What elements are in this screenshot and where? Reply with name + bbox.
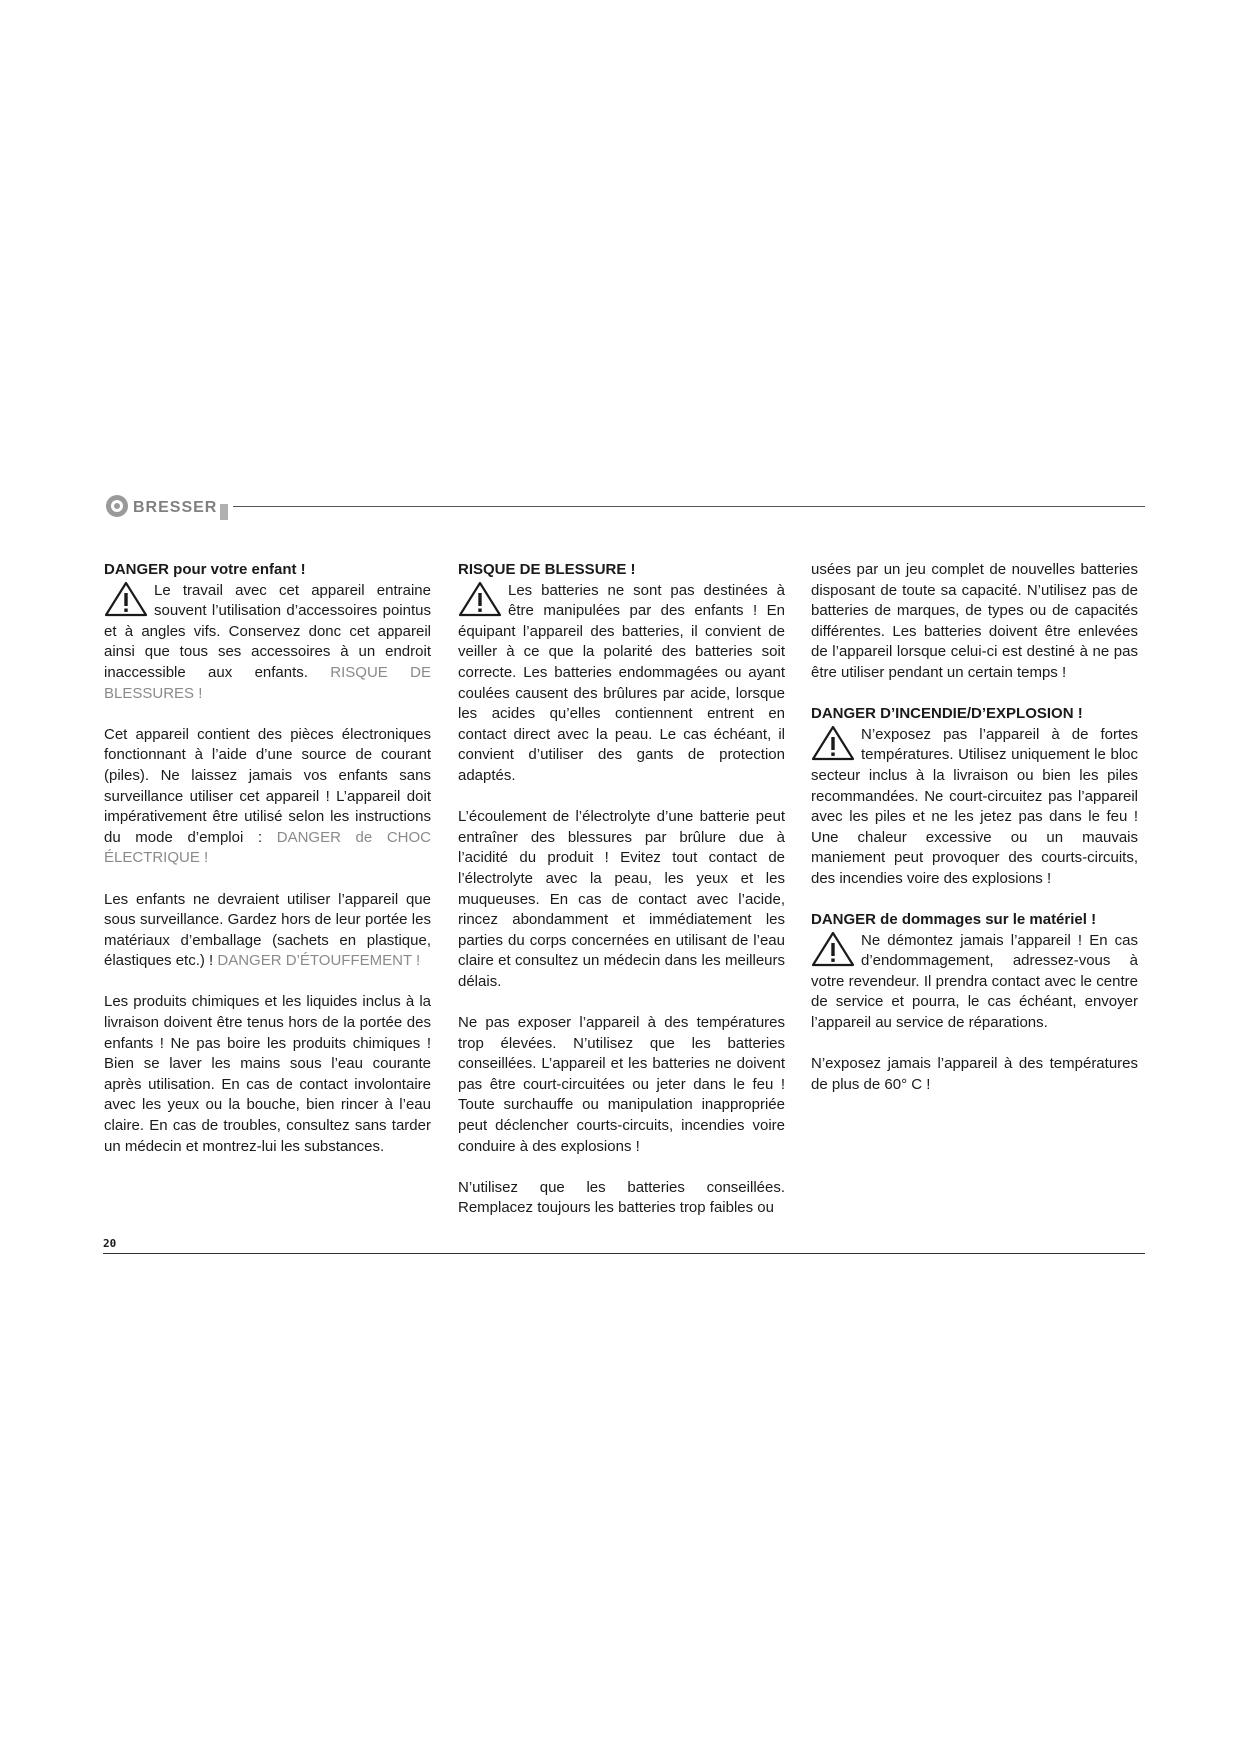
page-number: 20: [103, 1237, 117, 1250]
paragraph-text: Les batteries ne sont pas destinées à être manipulées par des enfants ! En équipant l’appareil des batteries, il convient de veiller à ce que la polarité des batteries soit correcte. Les batteries endommagées ou ayant coulées causent des brûlures par acide, lorsque les acides qu’elles contiennent entrent en contact direct avec la peau. Le cas échéant, il convient d’utiliser des gants de protection adaptés.: [458, 581, 785, 784]
warning-triangle-icon: [458, 581, 504, 619]
paragraph-text: Les enfants ne devraient utiliser l’appareil que sous surveillance. Gardez hors de leur portée les matériaux d’emballage (sachets en plastique, élastiques etc.) !: [104, 890, 431, 970]
paragraph: [811, 725, 1138, 890]
paragraph: usées par un jeu complet de nouvelles batteries disposant de toute sa capacité. N’utilisez pas de batteries de marques, de types ou de capacités différentes. Les batteries doivent être enlevées de l’appareil lorsque celui-ci est destiné à ne pas être utiliser pendant un certain temps !: [811, 561, 1138, 681]
paragraph: [458, 581, 785, 787]
warning-triangle-icon: [811, 931, 857, 969]
section-title: DANGER pour votre enfant !: [104, 561, 306, 578]
section-title: DANGER de dommages sur le matériel !: [811, 911, 1097, 929]
header-rule: [233, 506, 1145, 507]
warning-text: RISQUE DE BLESSURES !: [104, 663, 431, 702]
paragraph: [811, 931, 1138, 1034]
paragraph: [104, 581, 431, 705]
bresser-logo: [103, 486, 233, 526]
paragraph: [104, 725, 431, 869]
column-1: [104, 560, 431, 1178]
paragraph-text: Cet appareil contient des pièces électroniques fonctionnant à l’aide d’une source de courant (piles). Ne laissez jamais vos enfants sans surveillance utiliser cet appareil ! L’appareil doit impérativement être utilisé selon les instructions du mode d’emploi :: [104, 725, 431, 846]
warning-text: DANGER de CHOC ÉLECTRIQUE !: [104, 828, 432, 867]
column-2: [458, 560, 785, 1240]
paragraph-text: Le travail avec cet appareil entraine souvent l’utilisation d’accessoires pointus et à angles vifs. Conservez donc cet appareil ainsi que tous ses accessoires à un endroit inaccessible aux enfants.: [104, 581, 431, 681]
warning-triangle-icon: [811, 725, 857, 763]
paragraph-text: N’exposez pas l’appareil à de fortes températures. Utilisez uniquement le bloc secteur inclus à la livraison ou bien les piles recommandées. Ne court-circuitez pas l’appareil avec les piles et ne les jetez pas dans le feu ! Une chaleur excessive ou un mauvais maniement peut provoquer des courts-circuits, des incendies voire des explosions !: [811, 725, 1138, 887]
footer-rule: [103, 1253, 1145, 1254]
column-3: [811, 560, 1138, 1116]
warning-triangle-icon: [104, 581, 150, 619]
paragraph: L’écoulement de l’électrolyte d’une batterie peut entraîner des blessures par brûlure due à l’acidité du produit ! Evitez tout contact de l’électrolyte avec la peau, les yeux et les muqueuses. En cas de contact avec l’acide, rincez abondamment et immédiatement les parties du corps concernées en utilisant de l’eau claire et consultez un médecin dans les meilleurs délais.: [458, 808, 785, 990]
section-title: DANGER D’INCENDIE/D’EXPLOSION !: [811, 705, 1083, 723]
paragraph: Les produits chimiques et les liquides inclus à la livraison doivent être tenus hors de la portée des enfants ! Ne pas boire les produits chimiques ! Bien se laver les mains sous l’eau courante après utilisation. En cas de contact involontaire avec les yeux ou la bouche, bien rincer à l’eau claire. En cas de troubles, consultez sans tarder un médecin et montrez-lui les substances.: [104, 993, 431, 1155]
paragraph: [104, 890, 431, 972]
warning-text: DANGER D’ÉTOUFFEMENT !: [217, 952, 421, 970]
paragraph: N’utilisez que les batteries conseillées. Remplacez toujours les batteries trop faibles ou: [458, 1178, 785, 1217]
logo-text: BRESSER: [133, 499, 218, 516]
section-title: RISQUE DE BLESSURE !: [458, 561, 636, 578]
paragraph: Ne pas exposer l’appareil à des températures trop élevées. N’utilisez que les batteries conseillées. L’appareil et les batteries ne doivent pas être court-circuitées ou jeter dans le feu ! Toute surchauffe ou manipulation inappropriée peut déclencher courts-circuits, incendies voire conduire à des explosions !: [458, 1014, 785, 1155]
paragraph: N’exposez jamais l’appareil à des températures de plus de 60° C !: [811, 1055, 1138, 1093]
paragraph-text: Ne démontez jamais l’appareil ! En cas d’endommagement, adressez-vous à votre revendeur. Il prendra contact avec le centre de service et pourra, le cas échéant, envoyer l’appareil au service de réparations.: [811, 931, 1138, 1032]
